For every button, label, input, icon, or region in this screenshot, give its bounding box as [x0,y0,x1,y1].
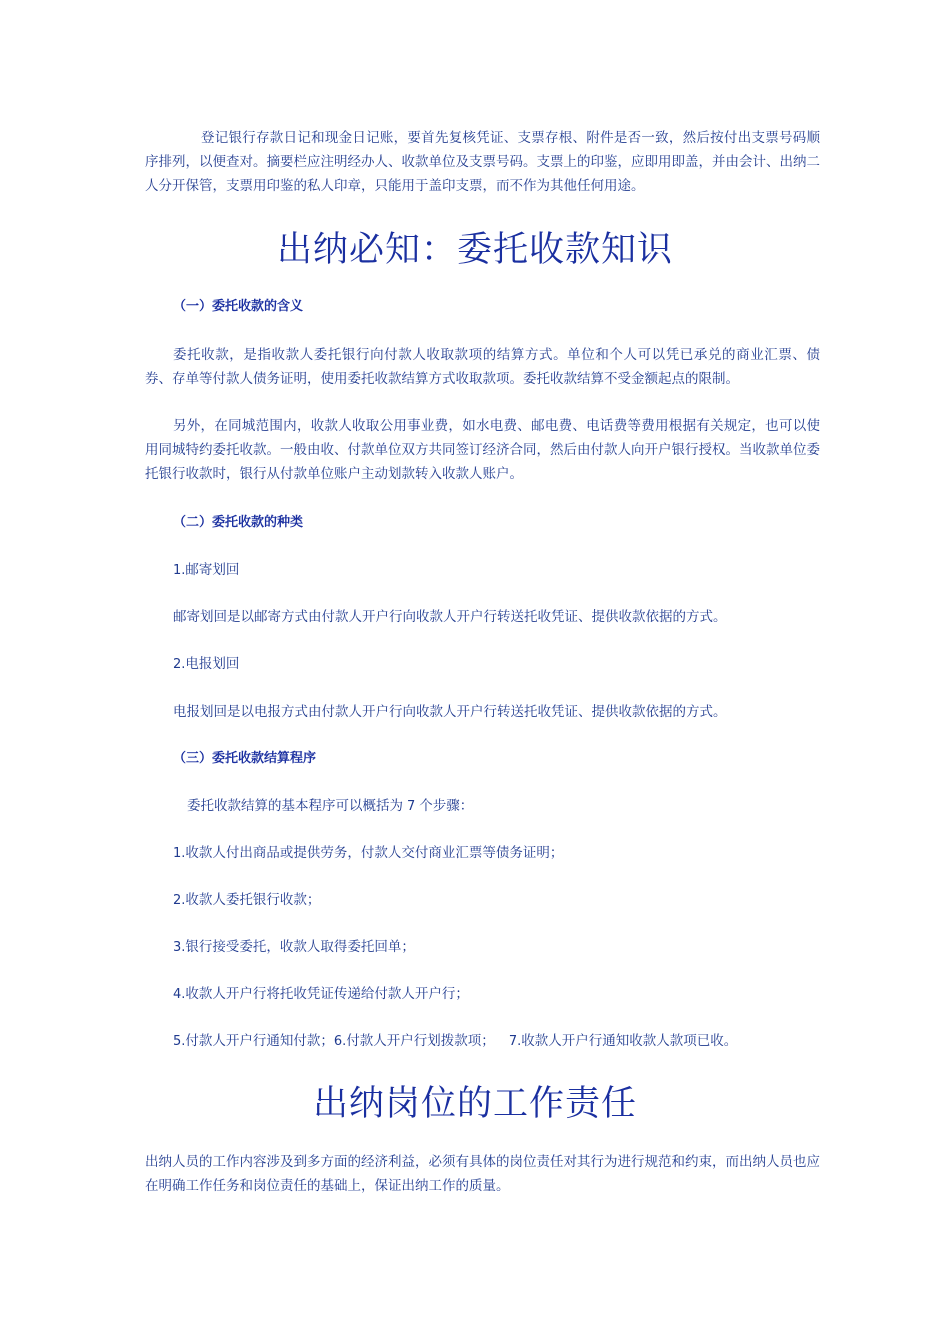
procedure-step-3 [173,937,415,958]
procedure-intro-text-a: 委托收款结算的基本程序可以概括为 [187,798,403,814]
meaning-paragraph-2: 另外，在同城范围内，收款人收取公用事业费，如水电费、邮电费、电话费等费用根据有关规定，也可以使用同城特约委托收款。一般由收、付款单位双方共同签订经济合同，然后由付款人向开户银行授权。当收款单位委托银行收款时，银行从付款单位账户主动划款转入收款人账户。 [145,418,820,482]
step-text: 收款人付出商品或提供劳务，付款人交付商业汇票等债务证明； [185,845,564,861]
type-item-2-description: 电报划回是以电报方式由付款人开户行向收款人开户行转送托收凭证、提供收款依据的方式。 [173,704,727,720]
type-item-2-label: 电报划回 [185,656,240,672]
step-number: 3. [173,940,186,955]
procedure-intro-text-b: 个步骤： [419,798,474,814]
step-number: 7. [508,1034,522,1049]
meaning-paragraph-1: 委托收款，是指收款人委托银行向付款人收取款项的结算方式。单位和个人可以凭已承兑的商业汇票、债券、存单等付款人债务证明，使用委托收款结算方式收取款项。委托收款结算不受金额起点的限制。 [145,347,820,387]
step-text: 收款人委托银行收款； [185,892,321,908]
procedure-step-1 [173,843,563,864]
subheading-procedure: （三）委托收款结算程序 [173,751,317,766]
type-item-1 [173,560,239,581]
type-item-2-number: 2. [173,657,186,672]
intro-paragraph: 登记银行存款日记和现金日记账，要首先复核凭证、支票存根、附件是否一致，然后按付出支票号码顺序排列，以便查对。摘要栏应注明经办人、收款单位及支票号码。支票上的印鉴，应即用即盖，并由会计、出纳二人分开保管，支票用印鉴的私人印章，只能用于盖印支票，而不作为其他任何用途。 [145,130,820,194]
type-item-1-description: 邮寄划回是以邮寄方式由付款人开户行向收款人开户行转送托收凭证、提供收款依据的方式。 [173,609,727,625]
step-text: 银行接受委托，收款人取得委托回单； [185,939,415,955]
step-text: 付款人开户行通知付款； [185,1033,334,1049]
step-number: 5. [173,1034,186,1049]
step-text: 付款人开户行划拨款项； [346,1033,495,1049]
procedure-intro [187,796,473,817]
subheading-types: （二）委托收款的种类 [173,515,304,530]
section-title-responsibility: 出纳岗位的工作责任 [312,1084,637,1124]
step-text: 收款人开户行将托收凭证传递给付款人开户行； [185,986,469,1002]
step-number: 4. [173,987,186,1002]
procedure-step-2 [173,890,320,911]
step-number: 6. [333,1034,347,1049]
procedure-step-count: 7 [407,799,416,814]
procedure-step-4 [173,984,469,1005]
step-number: 1. [173,846,186,861]
type-item-1-number: 1. [173,563,186,578]
responsibility-paragraph: 出纳人员的工作内容涉及到多方面的经济利益，必须有具体的岗位责任对其行为进行规范和约束，而出纳人员也应在明确工作任务和岗位责任的基础上，保证出纳工作的质量。 [145,1154,820,1194]
subheading-meaning: （一）委托收款的含义 [173,299,304,314]
step-text: 收款人开户行通知收款人款项已收。 [521,1033,738,1049]
step-number: 2. [173,893,186,908]
procedure-steps-5-7 [173,1031,737,1052]
section-title-collection: 出纳必知：委托收款知识 [276,230,673,270]
type-item-1-label: 邮寄划回 [185,562,240,578]
type-item-2 [173,654,239,675]
